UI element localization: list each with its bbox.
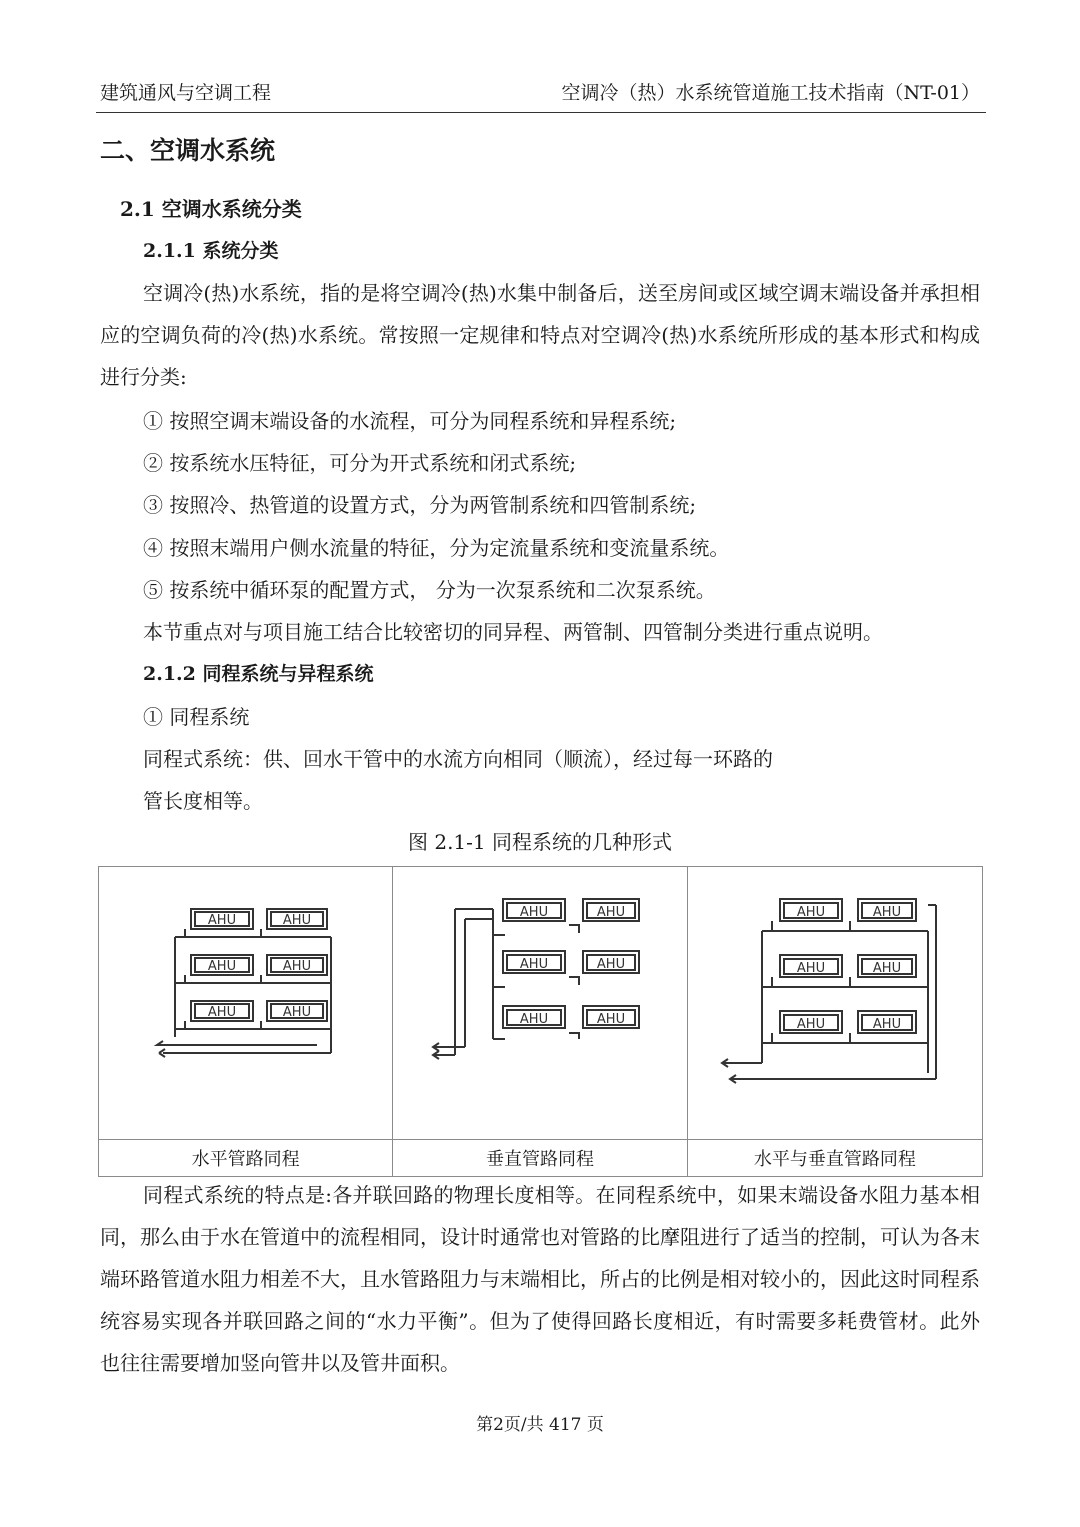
subsection-title: 2.1 空调水系统分类 bbox=[120, 197, 302, 221]
figure-caption: 图 2.1-1 同程系统的几种形式 bbox=[407, 830, 672, 854]
list-item: ② 按系统水压特征，可分为开式系统和闭式系统; bbox=[143, 451, 577, 475]
svg-text:AHU: AHU bbox=[796, 1017, 825, 1032]
svg-text:AHU: AHU bbox=[282, 913, 312, 928]
section-title: 二、空调水系统 bbox=[100, 136, 276, 165]
sub1-title: 2.1.1 系统分类 bbox=[143, 240, 279, 262]
figure-cell bbox=[99, 867, 393, 1140]
header-divider bbox=[96, 112, 986, 113]
svg-text:AHU: AHU bbox=[520, 1012, 549, 1027]
vertical-same-process-diagram bbox=[393, 867, 686, 1135]
svg-text:AHU: AHU bbox=[796, 961, 825, 976]
svg-text:AHU: AHU bbox=[796, 905, 825, 920]
svg-text:AHU: AHU bbox=[282, 1005, 312, 1020]
figure-table bbox=[98, 866, 983, 1177]
svg-text:AHU: AHU bbox=[520, 905, 549, 920]
same-process-item: ① 同程系统 bbox=[143, 705, 250, 729]
sub2-title: 2.1.2 同程系统与异程系统 bbox=[143, 663, 374, 685]
definition-line: 同程式系统：供、回水干管中的水流方向相同（顺流），经过每一环路的 bbox=[143, 747, 773, 771]
svg-text:AHU: AHU bbox=[282, 959, 312, 974]
svg-text:AHU: AHU bbox=[520, 957, 549, 972]
figure-cell bbox=[687, 867, 982, 1140]
note-line: 本节重点对与项目施工结合比较密切的同异程、两管制、四管制分类进行重点说明。 bbox=[143, 620, 883, 644]
definition-line: 管长度相等。 bbox=[143, 789, 263, 813]
list-item: ③ 按照冷、热管道的设置方式，分为两管制系统和四管制系统; bbox=[143, 493, 697, 517]
svg-text:AHU: AHU bbox=[207, 1005, 237, 1020]
svg-text:AHU: AHU bbox=[207, 913, 237, 928]
figure-cell bbox=[393, 867, 687, 1140]
svg-text:AHU: AHU bbox=[597, 957, 626, 972]
figure-label: 垂直管路同程 bbox=[393, 1140, 687, 1177]
svg-text:AHU: AHU bbox=[872, 961, 901, 976]
horizontal-same-process-diagram bbox=[99, 867, 392, 1135]
header-left: 建筑通风与空调工程 bbox=[100, 82, 272, 104]
svg-text:AHU: AHU bbox=[207, 959, 237, 974]
svg-text:AHU: AHU bbox=[597, 905, 626, 920]
horizontal-vertical-same-process-diagram bbox=[688, 867, 982, 1135]
svg-text:AHU: AHU bbox=[597, 1012, 626, 1027]
page-number: 第2页/共 417 页 bbox=[476, 1415, 604, 1435]
header-right: 空调冷（热）水系统管道施工技术指南（NT-01） bbox=[561, 82, 980, 104]
list-item: ⑤ 按系统中循环泵的配置方式， 分为一次泵系统和二次泵系统。 bbox=[143, 578, 716, 602]
list-item: ① 按照空调末端设备的水流程，可分为同程系统和异程系统; bbox=[143, 409, 677, 433]
figure-label: 水平与垂直管路同程 bbox=[687, 1140, 982, 1177]
sub1-paragraph: 空调冷(热)水系统，指的是将空调冷(热)水集中制备后，送至房间或区域空调末端设备并承担相应的空调负荷的冷(热)水系统。常按照一定规律和特点对空调冷(热)水系统所形成的基本形式和构成进行分类: bbox=[100, 281, 980, 389]
svg-text:AHU: AHU bbox=[872, 1017, 901, 1032]
figure-label: 水平管路同程 bbox=[99, 1140, 393, 1177]
closing-paragraph: 同程式系统的特点是:各并联回路的物理长度相等。在同程系统中，如果末端设备水阻力基本相同，那么由于水在管道中的流程相同，设计时通常也对管路的比摩阻进行了适当的控制，可认为各末端环路管道水阻力相差不大，且水管路阻力与末端相比，所占的比例是相对较小的，因此这时同程系统容易实现各并联回路之间的“水力平衡”。但为了使得回路长度相近，有时需要多耗费管材。此外也往往需要增加竖向管井以及管井面积。 bbox=[100, 1183, 980, 1375]
list-item: ④ 按照末端用户侧水流量的特征，分为定流量系统和变流量系统。 bbox=[143, 536, 730, 560]
svg-text:AHU: AHU bbox=[872, 905, 901, 920]
